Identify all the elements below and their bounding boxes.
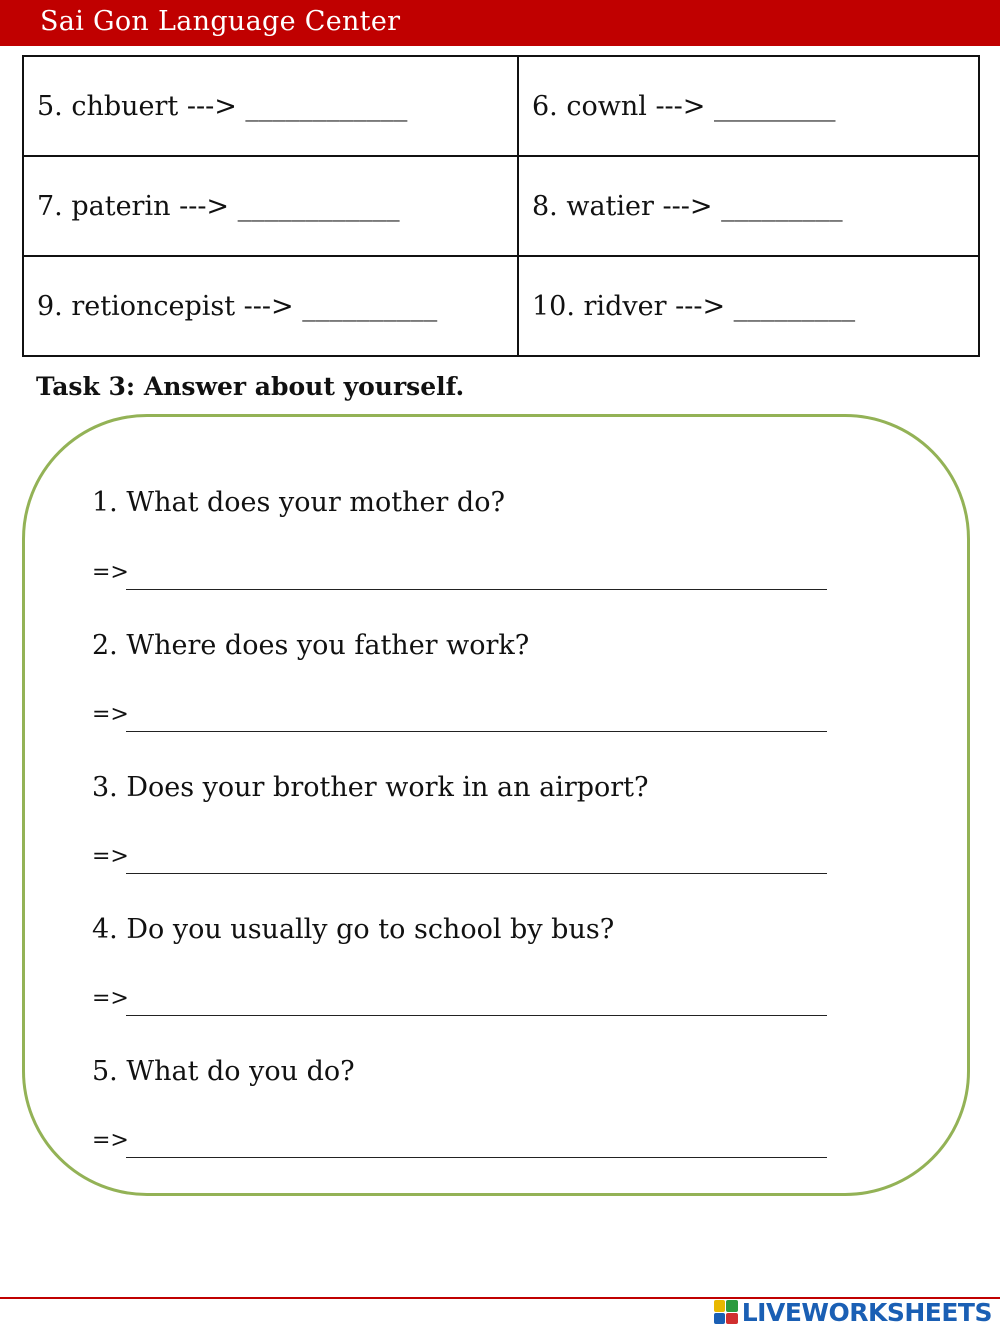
table-row <box>23 256 979 356</box>
table-row <box>23 156 979 256</box>
answer-prefix: => <box>92 986 129 1011</box>
answer-prefix: => <box>92 1128 129 1153</box>
answer-underline <box>126 873 827 874</box>
answer-prefix: => <box>92 844 129 869</box>
scramble-item[interactable]: 9. retioncepist ---> __________ <box>23 256 518 356</box>
brand-text: LIVEWORKSHEETS <box>741 1297 992 1327</box>
question-4: 4. Do you usually go to school by bus? <box>92 914 615 945</box>
answer-underline <box>126 1157 827 1158</box>
scramble-item[interactable]: 7. paterin ---> ____________ <box>23 156 518 256</box>
header-bar <box>0 0 1000 46</box>
answer-prefix: => <box>92 560 129 585</box>
answer-field-1[interactable] <box>92 560 827 590</box>
word-scramble-table <box>22 55 980 357</box>
table-row <box>23 56 979 156</box>
task-3-title: Task 3: Answer about yourself. <box>36 372 465 401</box>
liveworksheets-logo-icon <box>714 1300 738 1324</box>
scramble-item[interactable]: 10. ridver ---> _________ <box>518 256 979 356</box>
answer-field-2[interactable] <box>92 702 827 732</box>
question-3: 3. Does your brother work in an airport? <box>92 772 649 803</box>
question-5: 5. What do you do? <box>92 1056 355 1087</box>
answer-underline <box>126 731 827 732</box>
header-title: Sai Gon Language Center <box>40 6 401 37</box>
answer-field-3[interactable] <box>92 844 827 874</box>
scramble-item[interactable]: 8. watier ---> _________ <box>518 156 979 256</box>
scramble-item[interactable]: 6. cownl ---> _________ <box>518 56 979 156</box>
liveworksheets-brand[interactable] <box>714 1297 992 1327</box>
question-2: 2. Where does you father work? <box>92 630 530 661</box>
question-1: 1. What does your mother do? <box>92 487 505 518</box>
answer-field-4[interactable] <box>92 986 827 1016</box>
answer-underline <box>126 589 827 590</box>
answer-field-5[interactable] <box>92 1128 827 1158</box>
answer-underline <box>126 1015 827 1016</box>
scramble-item[interactable]: 5. chbuert ---> ____________ <box>23 56 518 156</box>
answer-prefix: => <box>92 702 129 727</box>
